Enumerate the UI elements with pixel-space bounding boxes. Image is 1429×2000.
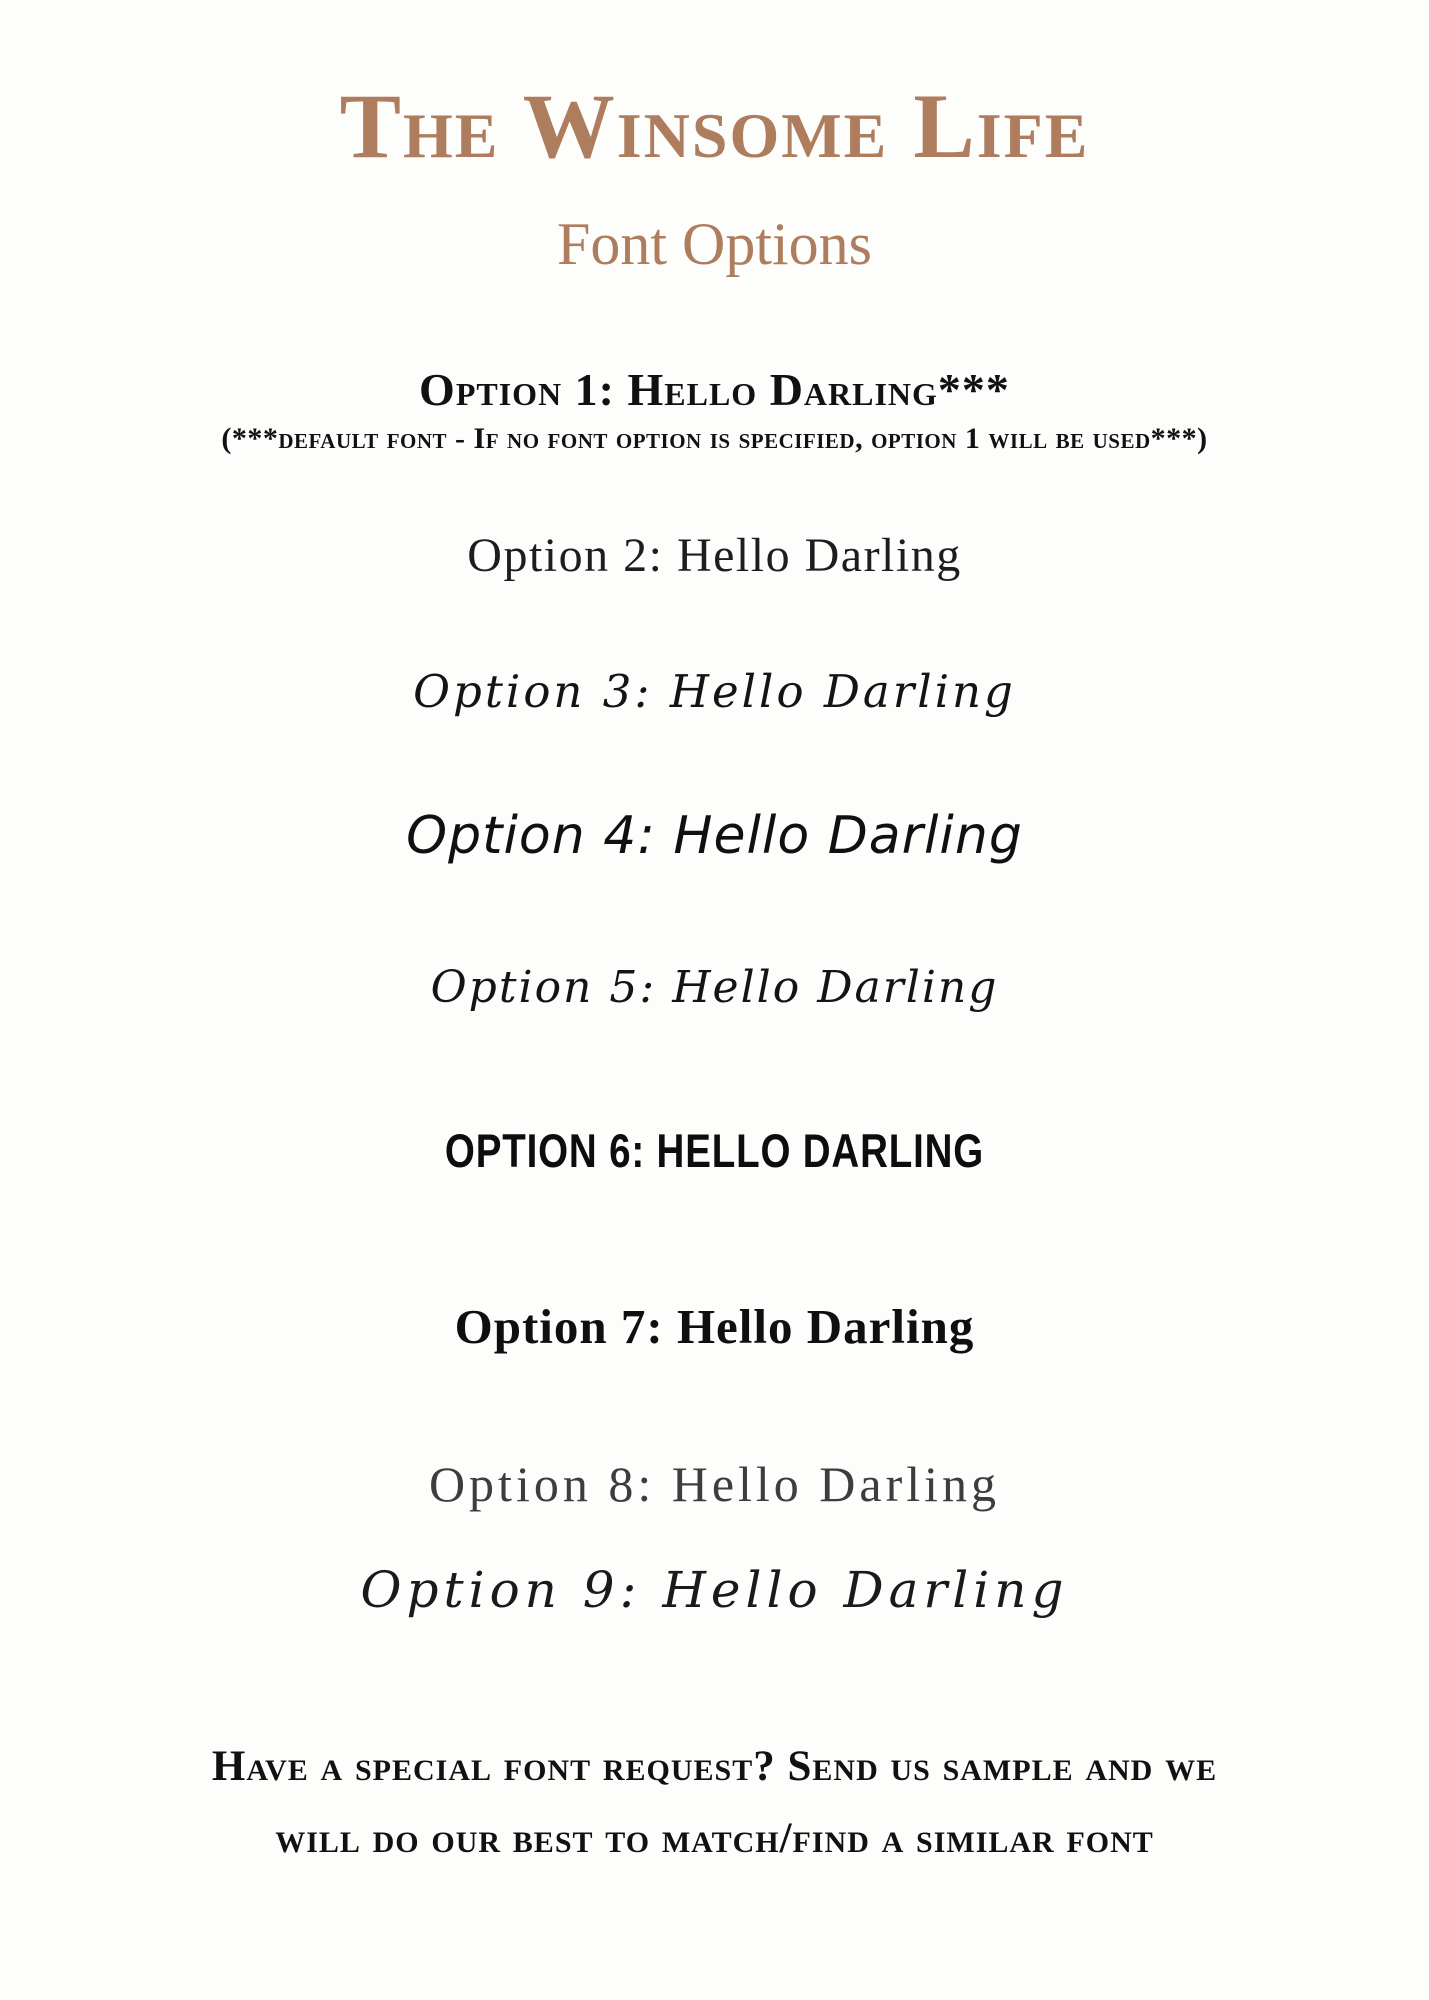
font-option-8: Option 8: Hello Darling — [428, 1455, 1001, 1512]
font-option-7: Option 7: Hello Darling — [454, 1298, 975, 1354]
font-option-1: Option 1: Hello Darling*** — [419, 363, 1010, 415]
font-option-9: Option 9: Hello Darling — [360, 1560, 1069, 1619]
font-option-5: Option 5: Hello Darling — [430, 961, 999, 1013]
page-title: The Winsome Life — [339, 75, 1090, 177]
font-option-3: Option 3: Hello Darling — [413, 664, 1016, 718]
font-option-4: Option 4: Hello Darling — [406, 805, 1023, 866]
footer-note-line-2: will do our best to match/find a similar font — [275, 1814, 1154, 1862]
footer-note-line-1: Have a special font request? Send us sample and we — [211, 1742, 1218, 1790]
font-option-6: OPTION 6: HELLO DARLING — [444, 1123, 985, 1177]
page-subtitle: Font Options — [556, 210, 873, 277]
footer-note — [105, 1731, 1325, 1875]
default-font-note: (***default font - If no font option is specified, option 1 will be used***) — [221, 421, 1208, 455]
font-option-2: Option 2: Hello Darling — [467, 528, 962, 582]
